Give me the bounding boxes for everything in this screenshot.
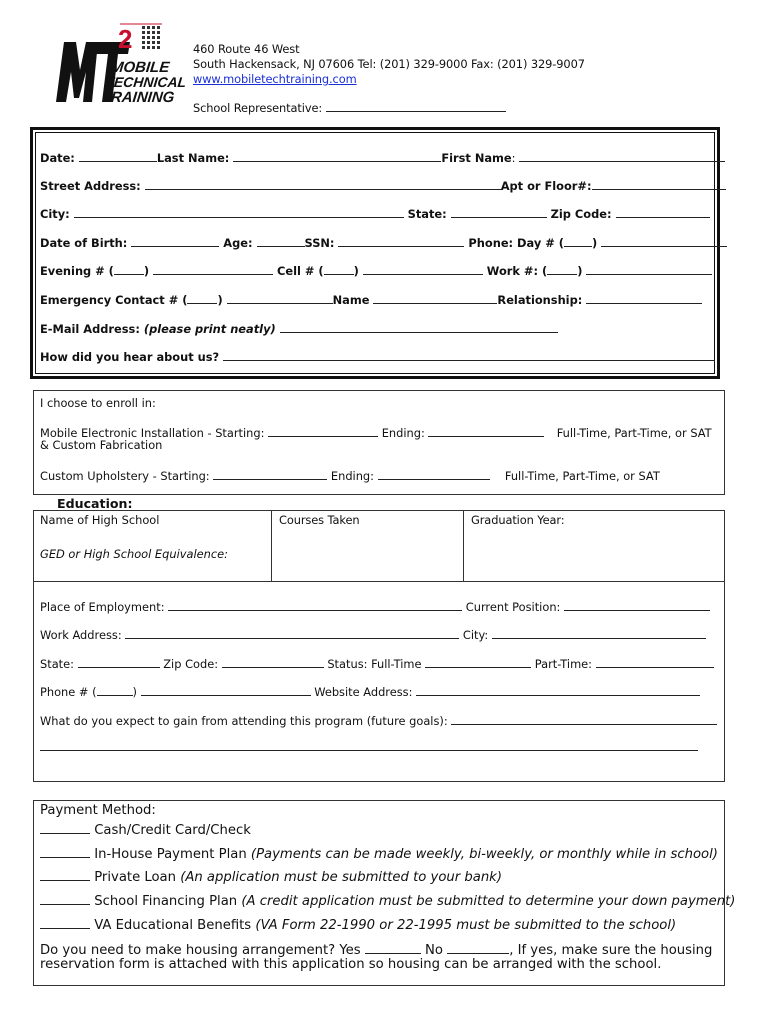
address-line-1: 460 Route 46 West bbox=[193, 42, 300, 56]
private-loan-blank[interactable] bbox=[40, 867, 90, 881]
work-phone-field[interactable] bbox=[141, 683, 311, 696]
work-phone-label: Phone # ( bbox=[40, 685, 97, 699]
company-logo bbox=[50, 20, 188, 110]
close-paren: ) bbox=[591, 236, 598, 250]
housing-yes-label: Do you need to make housing arrangement? Yes bbox=[40, 943, 361, 958]
program1-options[interactable]: Full-Time, Part-Time, or SAT bbox=[556, 426, 712, 440]
state-label: State: bbox=[407, 207, 447, 221]
heard-field[interactable] bbox=[223, 348, 715, 361]
goals-label: What do you expect to gain from attending this program (future goals): bbox=[40, 714, 448, 728]
program2-options[interactable]: Full-Time, Part-Time, or SAT bbox=[504, 469, 660, 483]
payment-option-school-financing bbox=[40, 891, 735, 909]
program2-ending-label: Ending: bbox=[330, 469, 375, 483]
age-label: Age: bbox=[223, 236, 253, 250]
place-label: Place of Employment: bbox=[40, 600, 165, 614]
school-financing-label: School Financing Plan bbox=[94, 894, 238, 909]
inhouse-blank[interactable] bbox=[40, 844, 90, 858]
program1-start-field[interactable] bbox=[268, 424, 378, 437]
date-label: Date: bbox=[40, 151, 75, 165]
status-label: Status: Full-Time bbox=[327, 657, 422, 671]
work-address-field[interactable] bbox=[125, 626, 459, 639]
work-address-label: Work Address: bbox=[40, 628, 122, 642]
work-zip-label: Zip Code: bbox=[163, 657, 219, 671]
education-col-divider-2 bbox=[463, 510, 464, 582]
phone-day-field[interactable] bbox=[601, 234, 727, 247]
close-paren: ) bbox=[353, 264, 359, 278]
position-field[interactable] bbox=[564, 598, 710, 611]
row-email bbox=[40, 320, 558, 336]
cash-blank[interactable] bbox=[40, 820, 90, 834]
private-loan-label: Private Loan bbox=[94, 870, 176, 885]
work-state-label: State: bbox=[40, 657, 74, 671]
emergency-name-label: Name bbox=[332, 293, 370, 307]
apt-field[interactable] bbox=[592, 177, 726, 190]
school-financing-note: (A credit application must be submitted to determine your down payment) bbox=[241, 894, 736, 909]
payment-option-va bbox=[40, 915, 676, 933]
goals-field[interactable] bbox=[451, 712, 717, 725]
close-paren: ) bbox=[577, 264, 583, 278]
evening-area-field[interactable] bbox=[114, 262, 144, 275]
work-phone-area-field[interactable] bbox=[97, 683, 133, 696]
emergency-phone-field[interactable] bbox=[227, 291, 333, 304]
svg-text:TECHNICAL: TECHNICAL bbox=[104, 74, 188, 90]
education-col-divider-1 bbox=[271, 510, 272, 582]
email-note: (please print neatly) bbox=[143, 322, 276, 336]
ssn-label: SSN: bbox=[304, 236, 335, 250]
program1-end-field[interactable] bbox=[428, 424, 544, 437]
website-label: Website Address: bbox=[314, 685, 413, 699]
city-label: City: bbox=[40, 207, 70, 221]
website-field[interactable] bbox=[416, 683, 700, 696]
housing-no-field[interactable] bbox=[447, 940, 509, 954]
zip-label: Zip Code: bbox=[550, 207, 612, 221]
row-emergency bbox=[40, 291, 702, 307]
close-paren: ) bbox=[132, 685, 137, 699]
courses-header: Courses Taken bbox=[279, 513, 360, 527]
work-field[interactable] bbox=[586, 262, 712, 275]
cash-label: Cash/Credit Card/Check bbox=[94, 823, 251, 838]
row-evening bbox=[40, 262, 712, 278]
program2-end-field[interactable] bbox=[378, 467, 490, 480]
school-financing-blank[interactable] bbox=[40, 891, 90, 905]
emergency-name-field[interactable] bbox=[373, 291, 497, 304]
evening-label: Evening # ( bbox=[40, 264, 114, 278]
program1-line2: & Custom Fabrication bbox=[40, 438, 163, 452]
state-field[interactable] bbox=[451, 205, 547, 218]
street-field[interactable] bbox=[145, 177, 501, 190]
payment-option-cash bbox=[40, 820, 251, 838]
ssn-field[interactable] bbox=[338, 234, 464, 247]
va-blank[interactable] bbox=[40, 915, 90, 929]
part-time-label: Part-Time: bbox=[534, 657, 593, 671]
housing-yes-field[interactable] bbox=[365, 940, 421, 954]
age-field[interactable] bbox=[257, 234, 305, 247]
cell-field[interactable] bbox=[363, 262, 483, 275]
payment-option-inhouse bbox=[40, 844, 718, 862]
first-name-label: First Name bbox=[441, 151, 512, 165]
inhouse-label: In-House Payment Plan bbox=[94, 847, 247, 862]
private-loan-note: (An application must be submitted to your bank) bbox=[180, 870, 502, 885]
grad-year-header: Graduation Year: bbox=[471, 513, 565, 527]
row-dob bbox=[40, 234, 727, 250]
row-city bbox=[40, 205, 710, 221]
place-field[interactable] bbox=[168, 598, 462, 611]
website-link[interactable]: www.mobiletechtraining.com bbox=[193, 72, 357, 86]
city-field[interactable] bbox=[74, 205, 404, 218]
first-name-field[interactable] bbox=[519, 149, 725, 162]
payment-title: Payment Method: bbox=[40, 803, 156, 818]
program2-row bbox=[40, 467, 660, 483]
housing-question bbox=[40, 940, 712, 958]
goals-field-line-2[interactable] bbox=[40, 750, 698, 751]
inhouse-note: (Payments can be made weekly, bi-weekly, or monthly while in school) bbox=[250, 847, 718, 862]
school-rep-field[interactable] bbox=[326, 99, 506, 112]
full-time-field[interactable] bbox=[425, 655, 531, 668]
dob-field[interactable] bbox=[131, 234, 219, 247]
school-rep-row bbox=[193, 99, 506, 115]
school-name-header: Name of High School bbox=[40, 513, 160, 527]
svg-text:TRAINING: TRAINING bbox=[100, 89, 176, 106]
work-address-row bbox=[40, 626, 706, 642]
email-label: E-Mail Address: bbox=[40, 322, 140, 336]
enroll-title: I choose to enroll in: bbox=[40, 396, 156, 410]
close-paren: ) bbox=[217, 293, 223, 307]
part-time-field[interactable] bbox=[596, 655, 714, 668]
date-field[interactable] bbox=[79, 149, 157, 162]
zip-field[interactable] bbox=[616, 205, 710, 218]
program2-start-field[interactable] bbox=[213, 467, 327, 480]
email-field[interactable] bbox=[280, 320, 558, 333]
apt-label: Apt or Floor#: bbox=[500, 179, 592, 193]
housing-rest: , If yes, make sure the housing bbox=[509, 943, 713, 958]
relationship-label: Relationship: bbox=[497, 293, 583, 307]
employment-row bbox=[40, 598, 710, 614]
phone-day-label: Phone: Day # ( bbox=[468, 236, 564, 250]
housing-no-label: No bbox=[425, 943, 443, 958]
cell-area-field[interactable] bbox=[324, 262, 354, 275]
svg-text:2: 2 bbox=[118, 24, 133, 54]
last-name-field[interactable] bbox=[233, 149, 441, 162]
work-state-row bbox=[40, 655, 714, 671]
work-city-label: City: bbox=[462, 628, 489, 642]
evening-field[interactable] bbox=[153, 262, 273, 275]
work-phone-row bbox=[40, 683, 700, 699]
relationship-field[interactable] bbox=[586, 291, 702, 304]
first-name-colon: : bbox=[511, 151, 516, 165]
emergency-label: Emergency Contact # ( bbox=[40, 293, 188, 307]
goals-row bbox=[40, 712, 717, 728]
address-line-2: South Hackensack, NJ 07606 Tel: (201) 329-9000 Fax: (201) 329-9007 bbox=[193, 57, 585, 71]
heard-label: How did you hear about us? bbox=[40, 350, 220, 364]
cell-label: Cell # ( bbox=[277, 264, 324, 278]
education-title: Education: bbox=[57, 496, 133, 511]
svg-text:MOBILE: MOBILE bbox=[110, 59, 171, 76]
close-paren: ) bbox=[143, 264, 150, 278]
row-heard bbox=[40, 348, 715, 364]
work-label: Work #: ( bbox=[486, 264, 548, 278]
work-zip-field[interactable] bbox=[222, 655, 324, 668]
row-date-names bbox=[40, 149, 725, 165]
housing-line-2: reservation form is attached with this application so housing can be arranged with the school. bbox=[40, 957, 662, 972]
school-rep-label: School Representative: bbox=[193, 101, 323, 115]
program1-ending-label: Ending: bbox=[381, 426, 425, 440]
va-note: (VA Form 22-1990 or 22-1995 must be submitted to the school) bbox=[255, 918, 677, 933]
phone-day-area-field[interactable] bbox=[564, 234, 592, 247]
ged-label: GED or High School Equivalence: bbox=[40, 547, 228, 561]
work-area-field[interactable] bbox=[547, 262, 577, 275]
emergency-area-field[interactable] bbox=[187, 291, 217, 304]
program2-label: Custom Upholstery - Starting: bbox=[40, 469, 210, 483]
last-name-label: Last Name: bbox=[156, 151, 230, 165]
va-label: VA Educational Benefits bbox=[94, 918, 252, 933]
mt2-logo-graphic bbox=[50, 20, 188, 110]
program1-label: Mobile Electronic Installation - Starting: bbox=[40, 426, 265, 440]
street-label: Street Address: bbox=[40, 179, 141, 193]
work-city-field[interactable] bbox=[492, 626, 706, 639]
work-state-field[interactable] bbox=[78, 655, 160, 668]
row-street bbox=[40, 177, 726, 193]
payment-option-private-loan bbox=[40, 867, 502, 885]
position-label: Current Position: bbox=[465, 600, 561, 614]
dob-label: Date of Birth: bbox=[40, 236, 128, 250]
